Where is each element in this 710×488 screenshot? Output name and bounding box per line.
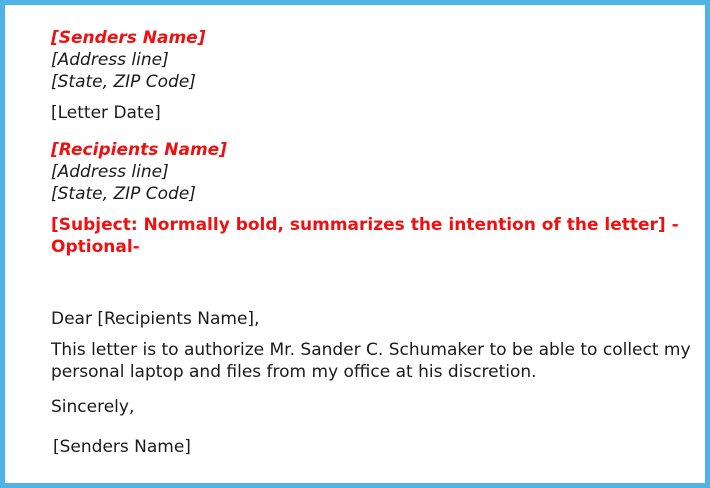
sender-name: [Senders Name] [51, 28, 206, 48]
letter-body: This letter is to authorize Mr. Sander C. Schumaker to be able to collect my personal laptop and files from my office at his discretion. [51, 340, 691, 382]
salutation: Dear [Recipients Name], [51, 309, 260, 329]
subject-line: [Subject: Normally bold, summarizes the intention of the letter] - Optional- [51, 215, 679, 257]
signature: [Senders Name] [53, 437, 191, 457]
letter-date: [Letter Date] [51, 103, 161, 123]
sender-state-zip: [State, ZIP Code] [51, 72, 196, 92]
sender-address-line: [Address line] [51, 50, 169, 70]
letter-content [51, 27, 691, 458]
closing: Sincerely, [51, 397, 135, 417]
recipient-address-line: [Address line] [51, 162, 169, 182]
recipient-block [51, 139, 691, 205]
sender-block [51, 27, 691, 93]
recipient-name: [Recipients Name] [51, 140, 227, 160]
recipient-state-zip: [State, ZIP Code] [51, 184, 196, 204]
